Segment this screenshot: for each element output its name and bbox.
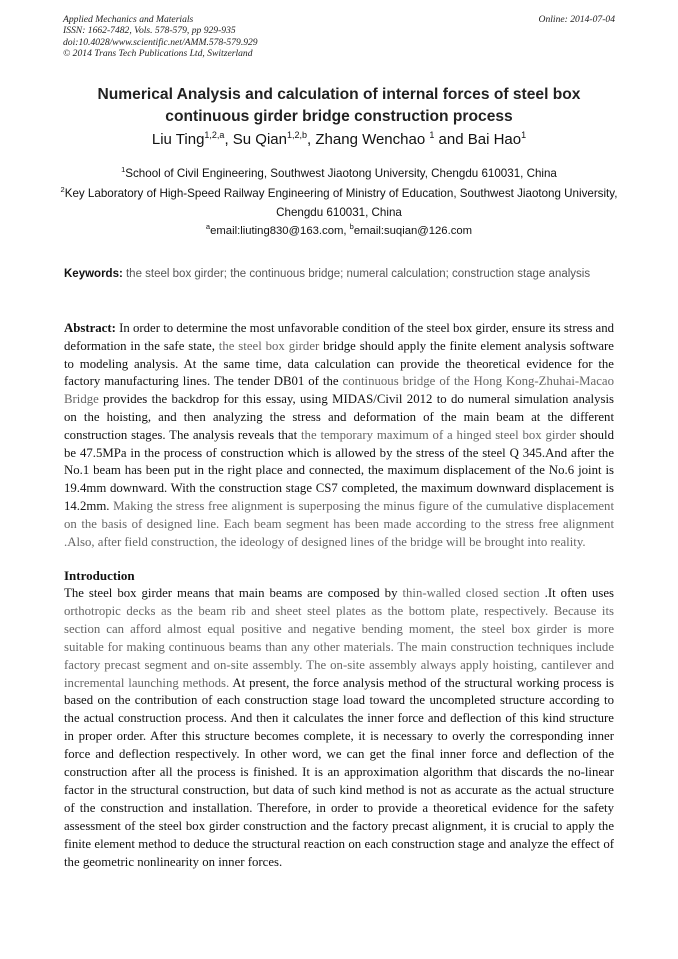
- text-run: provides the backdrop for this essay, using MIDAS/Civil 2012 to do numeral simulation analysis on the hoisting, and then analyzing the stress and deformation of the main beam at the different construction stages. The analysis reveals that: [64, 392, 614, 442]
- text-run: the steel box girder: [218, 338, 320, 353]
- keywords-label: Keywords:: [64, 268, 123, 280]
- abstract-block: [64, 320, 614, 551]
- online-date: Online: 2014-07-04: [538, 14, 615, 25]
- keywords-block: [64, 266, 614, 284]
- section-heading-introduction: Introduction: [64, 568, 135, 583]
- text-run: .It often uses: [539, 586, 614, 600]
- email-link[interactable]: email:liuting830@163.com: [210, 225, 344, 237]
- introduction-text: [64, 585, 614, 872]
- text-run: the temporary maximum of a hinged steel box girder: [300, 427, 577, 442]
- text-run: The steel box girder means that main beams are composed by: [64, 586, 403, 600]
- affiliation: $^2$Key Laboratory of High-Speed Railway Engineering of Ministry of Education, Southwest Jiaotong University, Chengdu 610031, China: [60, 184, 618, 219]
- journal-name: Applied Mechanics and Materials: [63, 14, 194, 25]
- author-list: Liu Ting$^{1,2,a}$, Su Qian$^{1,2,b}$, Zhang Wenchao $^1$ and Bai Hao$^1$: [151, 130, 527, 148]
- text-run: should be 47.5MPa in the process of construction which is allowed by the stress of the steel Q 345.And after the No.1 beam has been put in the right place and connected, the maximum displacement of the No.6 joint is 19.4mm downward. With the construction stage CS7 completed, the maximum downward displacement is 14.2mm.: [64, 427, 614, 513]
- text-run: At present, the force analysis method of the structural working process is based on the contribution of each construction stage load toward the uncompleted structure according to the actual construction process. And then it calculates the inner force and deflection of this kind structure in proper order. After this structure becomes complete, it is necessary to overly the corresponding inner force and deflection respectively. In other word, we can get the final inner force and deflection of the construction after all the process is finished. It is an approximation algorithm that discards the no-linear factor in the structural construction, but data of such kind method is not as accurate as the actual structure of the construction and installation. Therefore, in order to provide a theoretical evidence for the safety assessment of the steel box girder construction and the factory precast alignment, it is crucial to apply the finite element method to deduce the structural reaction on each construction stage and analyze the effect of the geometric nonlinearity on inner forces.: [64, 675, 614, 869]
- author: Liu Ting$^{1,2,a}$: [151, 130, 225, 148]
- text-run: bridge should apply the finite element analysis software to modeling analysis. At the same time, data calculation can provide the theoretical evidence for the factory manufacturing lines. The tender DB01 of the: [64, 338, 614, 389]
- text-run: Making the stress free alignment is superposing the minus figure of the cumulative displacement on the basis of designed line. Each beam segment has been made according to the stress free alignment .Also, after field construction, the ideology of designed lines of the bridge will be brought into reality.: [64, 498, 614, 549]
- author: Zhang Wenchao $^1$: [315, 130, 435, 148]
- text-run: thin-walled closed section: [402, 586, 540, 600]
- text-run: continuous bridge of the Hong Kong-Zhuhai-Macao Bridge: [64, 374, 614, 407]
- keywords-text: the steel box girder; the continuous bridge; numeral calculation; construction stage analysis: [122, 268, 591, 280]
- affiliations: [50, 164, 628, 223]
- author: Bai Hao$^1$: [467, 130, 527, 148]
- doi-line: doi:10.4028/www.scientific.net/AMM.578-579.929: [63, 36, 258, 48]
- copyright-line: © 2014 Trans Tech Publications Ltd, Switzerland: [63, 48, 253, 60]
- issn-line: ISSN: 1662-7482, Vols. 578-579, pp 929-935: [63, 25, 236, 37]
- text-run: In order to determine the most unfavorable condition of the steel box girder, ensure its stress and deformation in the safe state,: [64, 321, 614, 353]
- text-run: orthotropic decks as the beam rib and sheet steel plates as the bottom plate, respectively. Because its section can afford almost equal positive and negative bending moment, the steel box girder is more suitable for making continuous beams than any other materials. The main construction techniques include factory precast segment and on-site assembly. The on-site assembly always apply hoisting, cantilever and incremental launching methods.: [64, 603, 614, 690]
- abstract-text: [64, 321, 614, 549]
- author: Su Qian$^{1,2,b}$: [232, 130, 308, 148]
- email-link[interactable]: email:suqian@126.com: [353, 225, 473, 237]
- author-emails: $^a$email:liuting830@163.com, $^b$email:suqian@126.com: [205, 222, 473, 237]
- affiliation: $^1$School of Civil Engineering, Southwest Jiaotong University, Chengdu 610031, China: [121, 165, 557, 180]
- abstract-label: Abstract:: [64, 321, 116, 335]
- paper-title: Numerical Analysis and calculation of internal forces of steel box continuous girder bridge construction process: [97, 86, 581, 125]
- journal-header: [63, 14, 258, 60]
